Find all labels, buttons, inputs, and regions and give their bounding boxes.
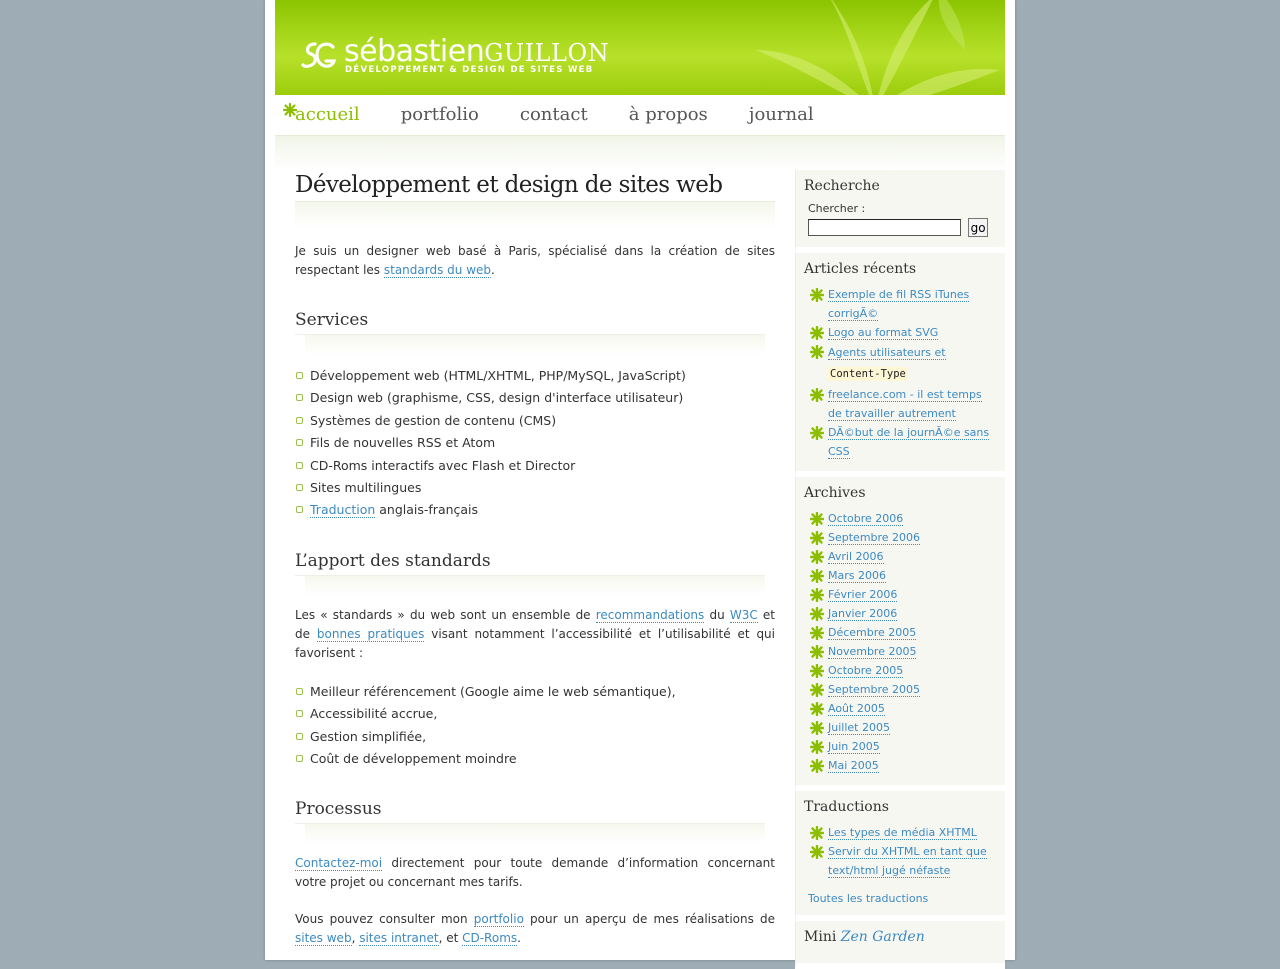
list-item — [808, 385, 997, 423]
nav-link-accueil[interactable]: accueil — [295, 104, 360, 125]
nav-item-accueil[interactable] — [295, 104, 360, 125]
nav-shadow — [275, 136, 1005, 170]
translation-link[interactable]: Les types de média XHTML — [828, 826, 977, 839]
nav-link-journal[interactable]: journal — [748, 104, 814, 125]
list-item — [808, 566, 997, 585]
heading-shadow — [305, 824, 765, 844]
standards-heading: L’apport des standards — [295, 551, 765, 576]
recent-article-link[interactable]: DÃ©but de la journÃ©e sans CSS — [828, 426, 990, 458]
star-bullet-icon — [810, 588, 824, 602]
recent-article-link[interactable]: Logo au format SVG — [828, 326, 939, 339]
nav-link-contact[interactable]: contact — [519, 104, 588, 125]
standards-list — [295, 681, 775, 771]
archive-link[interactable]: Décembre 2005 — [828, 626, 917, 639]
archive-link[interactable]: Octobre 2005 — [828, 664, 904, 677]
list-item — [808, 718, 997, 737]
recent-articles-heading: Articles récents — [804, 261, 917, 277]
logo-tagline: DÉVELOPPEMENT & DESIGN DE SITES WEB — [345, 65, 594, 75]
list-item: Fils de nouvelles RSS et Atom — [295, 432, 775, 454]
list-item — [808, 842, 997, 880]
services-list — [295, 365, 775, 522]
heading-shadow — [305, 576, 765, 596]
star-bullet-icon — [810, 512, 824, 526]
list-item: Systèmes de gestion de contenu (CMS) — [295, 410, 775, 432]
list-item: Sites multilingues — [295, 477, 775, 499]
list-item: Meilleur référencement (Google aime le web sémantique), — [295, 681, 775, 703]
star-bullet-icon — [810, 759, 824, 773]
nav-link-portfolio[interactable]: portfolio — [400, 104, 479, 125]
search-heading: Recherche — [804, 178, 880, 194]
intro-paragraph: Je suis un designer web basé à Paris, spécialisé dans la création de sites respectant les standards du web. — [295, 244, 775, 277]
title-shadow — [295, 202, 775, 228]
archives-box — [795, 477, 1005, 791]
list-item — [808, 756, 997, 775]
recommandations-link[interactable]: recommandations — [595, 607, 705, 622]
list-item — [808, 623, 997, 642]
list-item — [808, 661, 997, 680]
archive-link[interactable]: Juin 2005 — [828, 740, 880, 753]
cd-roms-link[interactable]: CD-Roms — [462, 931, 518, 946]
search-box — [795, 170, 1005, 253]
archive-link[interactable]: Octobre 2006 — [828, 512, 904, 525]
star-bullet-icon — [810, 569, 824, 583]
portfolio-link[interactable]: portfolio — [473, 912, 524, 927]
nav-item-a-propos[interactable] — [629, 104, 708, 125]
logo-name: sébastienGUILLON — [344, 34, 610, 69]
nav-item-contact[interactable] — [520, 104, 588, 125]
archive-link[interactable]: Août 2005 — [828, 702, 885, 715]
list-item — [808, 823, 997, 842]
star-bullet-icon — [810, 845, 824, 859]
star-bullet-icon — [810, 683, 824, 697]
list-item — [808, 342, 997, 385]
main-content — [295, 170, 775, 948]
list-item: Développement web (HTML/XHTML, PHP/MySQL, JavaScript) — [295, 365, 775, 387]
star-bullet-icon — [810, 626, 824, 640]
all-translations-link[interactable]: Toutes les traductions — [808, 892, 929, 905]
recent-article-link[interactable]: Exemple de fil RSS iTunes corrigÃ© — [828, 288, 970, 320]
star-bullet-icon — [810, 664, 824, 678]
list-item — [808, 323, 997, 342]
list-item: Coût de développement moindre — [295, 748, 775, 770]
archive-link[interactable]: Janvier 2006 — [828, 607, 898, 620]
zen-garden-heading: Mini Zen Garden — [804, 929, 925, 945]
star-bullet-icon — [810, 645, 824, 659]
star-bullet-icon — [810, 607, 824, 621]
list-item — [808, 680, 997, 699]
recent-article-link[interactable]: freelance.com - il est temps de travailler autrement — [828, 388, 982, 420]
nav-item-portfolio[interactable] — [401, 104, 479, 125]
search-label: Chercher : — [808, 202, 866, 215]
archive-link[interactable]: Juillet 2005 — [828, 721, 890, 734]
list-item — [808, 699, 997, 718]
nav-item-journal[interactable] — [749, 104, 814, 125]
list-item: Gestion simplifiée, — [295, 726, 775, 748]
star-bullet-icon — [810, 288, 824, 302]
list-item — [808, 604, 997, 623]
star-bullet-icon — [810, 345, 824, 359]
archive-link[interactable]: Novembre 2005 — [828, 645, 917, 658]
recent-article-link[interactable]: Agents utilisateurs et — [828, 346, 946, 359]
zen-garden-box — [795, 921, 1005, 969]
leaf-decoration — [735, 0, 1005, 95]
contactez-moi-link[interactable]: Contactez-moi — [295, 856, 383, 871]
services-heading: Services — [295, 310, 765, 335]
star-bullet-icon — [810, 826, 824, 840]
archive-link[interactable]: Mars 2006 — [828, 569, 886, 582]
processus-paragraph-1: Contactez-moi directement pour toute demande d’information concernant votre projet ou concernant mes tarifs. — [295, 856, 775, 890]
star-bullet-icon — [810, 702, 824, 716]
archive-link[interactable]: Septembre 2005 — [828, 683, 921, 696]
list-item: CD-Roms interactifs avec Flash et Director — [295, 455, 775, 477]
header-banner — [275, 0, 1005, 95]
star-bullet-icon — [810, 550, 824, 564]
list-item: Accessibilité accrue, — [295, 703, 775, 725]
list-item — [808, 423, 997, 461]
list-item — [808, 737, 997, 756]
sidebar — [795, 170, 1005, 969]
traduction-link[interactable]: Traduction — [310, 502, 376, 518]
list-item — [808, 528, 997, 547]
list-item — [808, 285, 997, 323]
translation-link[interactable]: Servir du XHTML en tant que text/html jugé néfaste — [828, 845, 987, 877]
list-item — [808, 642, 997, 661]
star-bullet-icon — [810, 426, 824, 440]
page-title: Développement et design de sites web — [295, 170, 775, 202]
processus-heading: Processus — [295, 799, 765, 824]
star-bullet-icon — [810, 388, 824, 402]
list-item: Design web (graphisme, CSS, design d'interface utilisateur) — [295, 387, 775, 409]
list-item — [808, 585, 997, 604]
sites-web-link[interactable]: sites web — [295, 931, 352, 946]
recent-articles-list — [804, 285, 997, 461]
sg-monogram-icon — [301, 38, 337, 74]
main-navigation — [275, 95, 1005, 136]
list-item — [808, 509, 997, 528]
content-type-code[interactable]: Content-Type — [830, 368, 906, 380]
star-bullet-icon — [810, 740, 824, 754]
nav-link-a-propos[interactable]: à propos — [628, 104, 708, 125]
archives-list — [804, 509, 997, 775]
star-bullet-icon — [810, 721, 824, 735]
archive-link[interactable]: Avril 2006 — [828, 550, 884, 563]
star-bullet-icon — [810, 326, 824, 340]
standards-paragraph: Les « standards » du web sont un ensemble de recommandations du W3C et de bonnes pratiques visant notamment l’accessibilité et l’utilisabilité et qui favorisent : — [295, 607, 776, 660]
standards-link[interactable]: standards du web — [383, 263, 492, 277]
page — [265, 0, 1015, 960]
heading-shadow — [305, 335, 765, 355]
list-item — [808, 547, 997, 566]
zen-garden-link[interactable]: Zen Garden — [840, 929, 925, 945]
list-item: Traduction anglais-français — [295, 499, 775, 521]
archive-link[interactable]: Février 2006 — [828, 588, 898, 601]
translations-list — [804, 823, 997, 880]
star-bullet-icon — [810, 531, 824, 545]
translations-heading: Traductions — [804, 799, 889, 815]
archives-heading: Archives — [804, 485, 866, 501]
search-go-button[interactable]: go — [968, 218, 988, 237]
w3c-link[interactable]: W3C — [729, 607, 758, 622]
processus-paragraph-2: Vous pouvez consulter mon portfolio pour un aperçu de mes réalisations de sites web, sites intranet, et CD-Roms. — [295, 912, 775, 946]
archive-link[interactable]: Septembre 2006 — [828, 531, 921, 544]
bonnes-pratiques-link[interactable]: bonnes pratiques — [316, 626, 425, 641]
sites-intranet-link[interactable]: sites intranet — [359, 931, 439, 946]
archive-link[interactable]: Mai 2005 — [828, 759, 879, 772]
translations-box — [795, 791, 1005, 921]
recent-articles-box — [795, 253, 1005, 477]
search-input[interactable] — [808, 219, 961, 236]
